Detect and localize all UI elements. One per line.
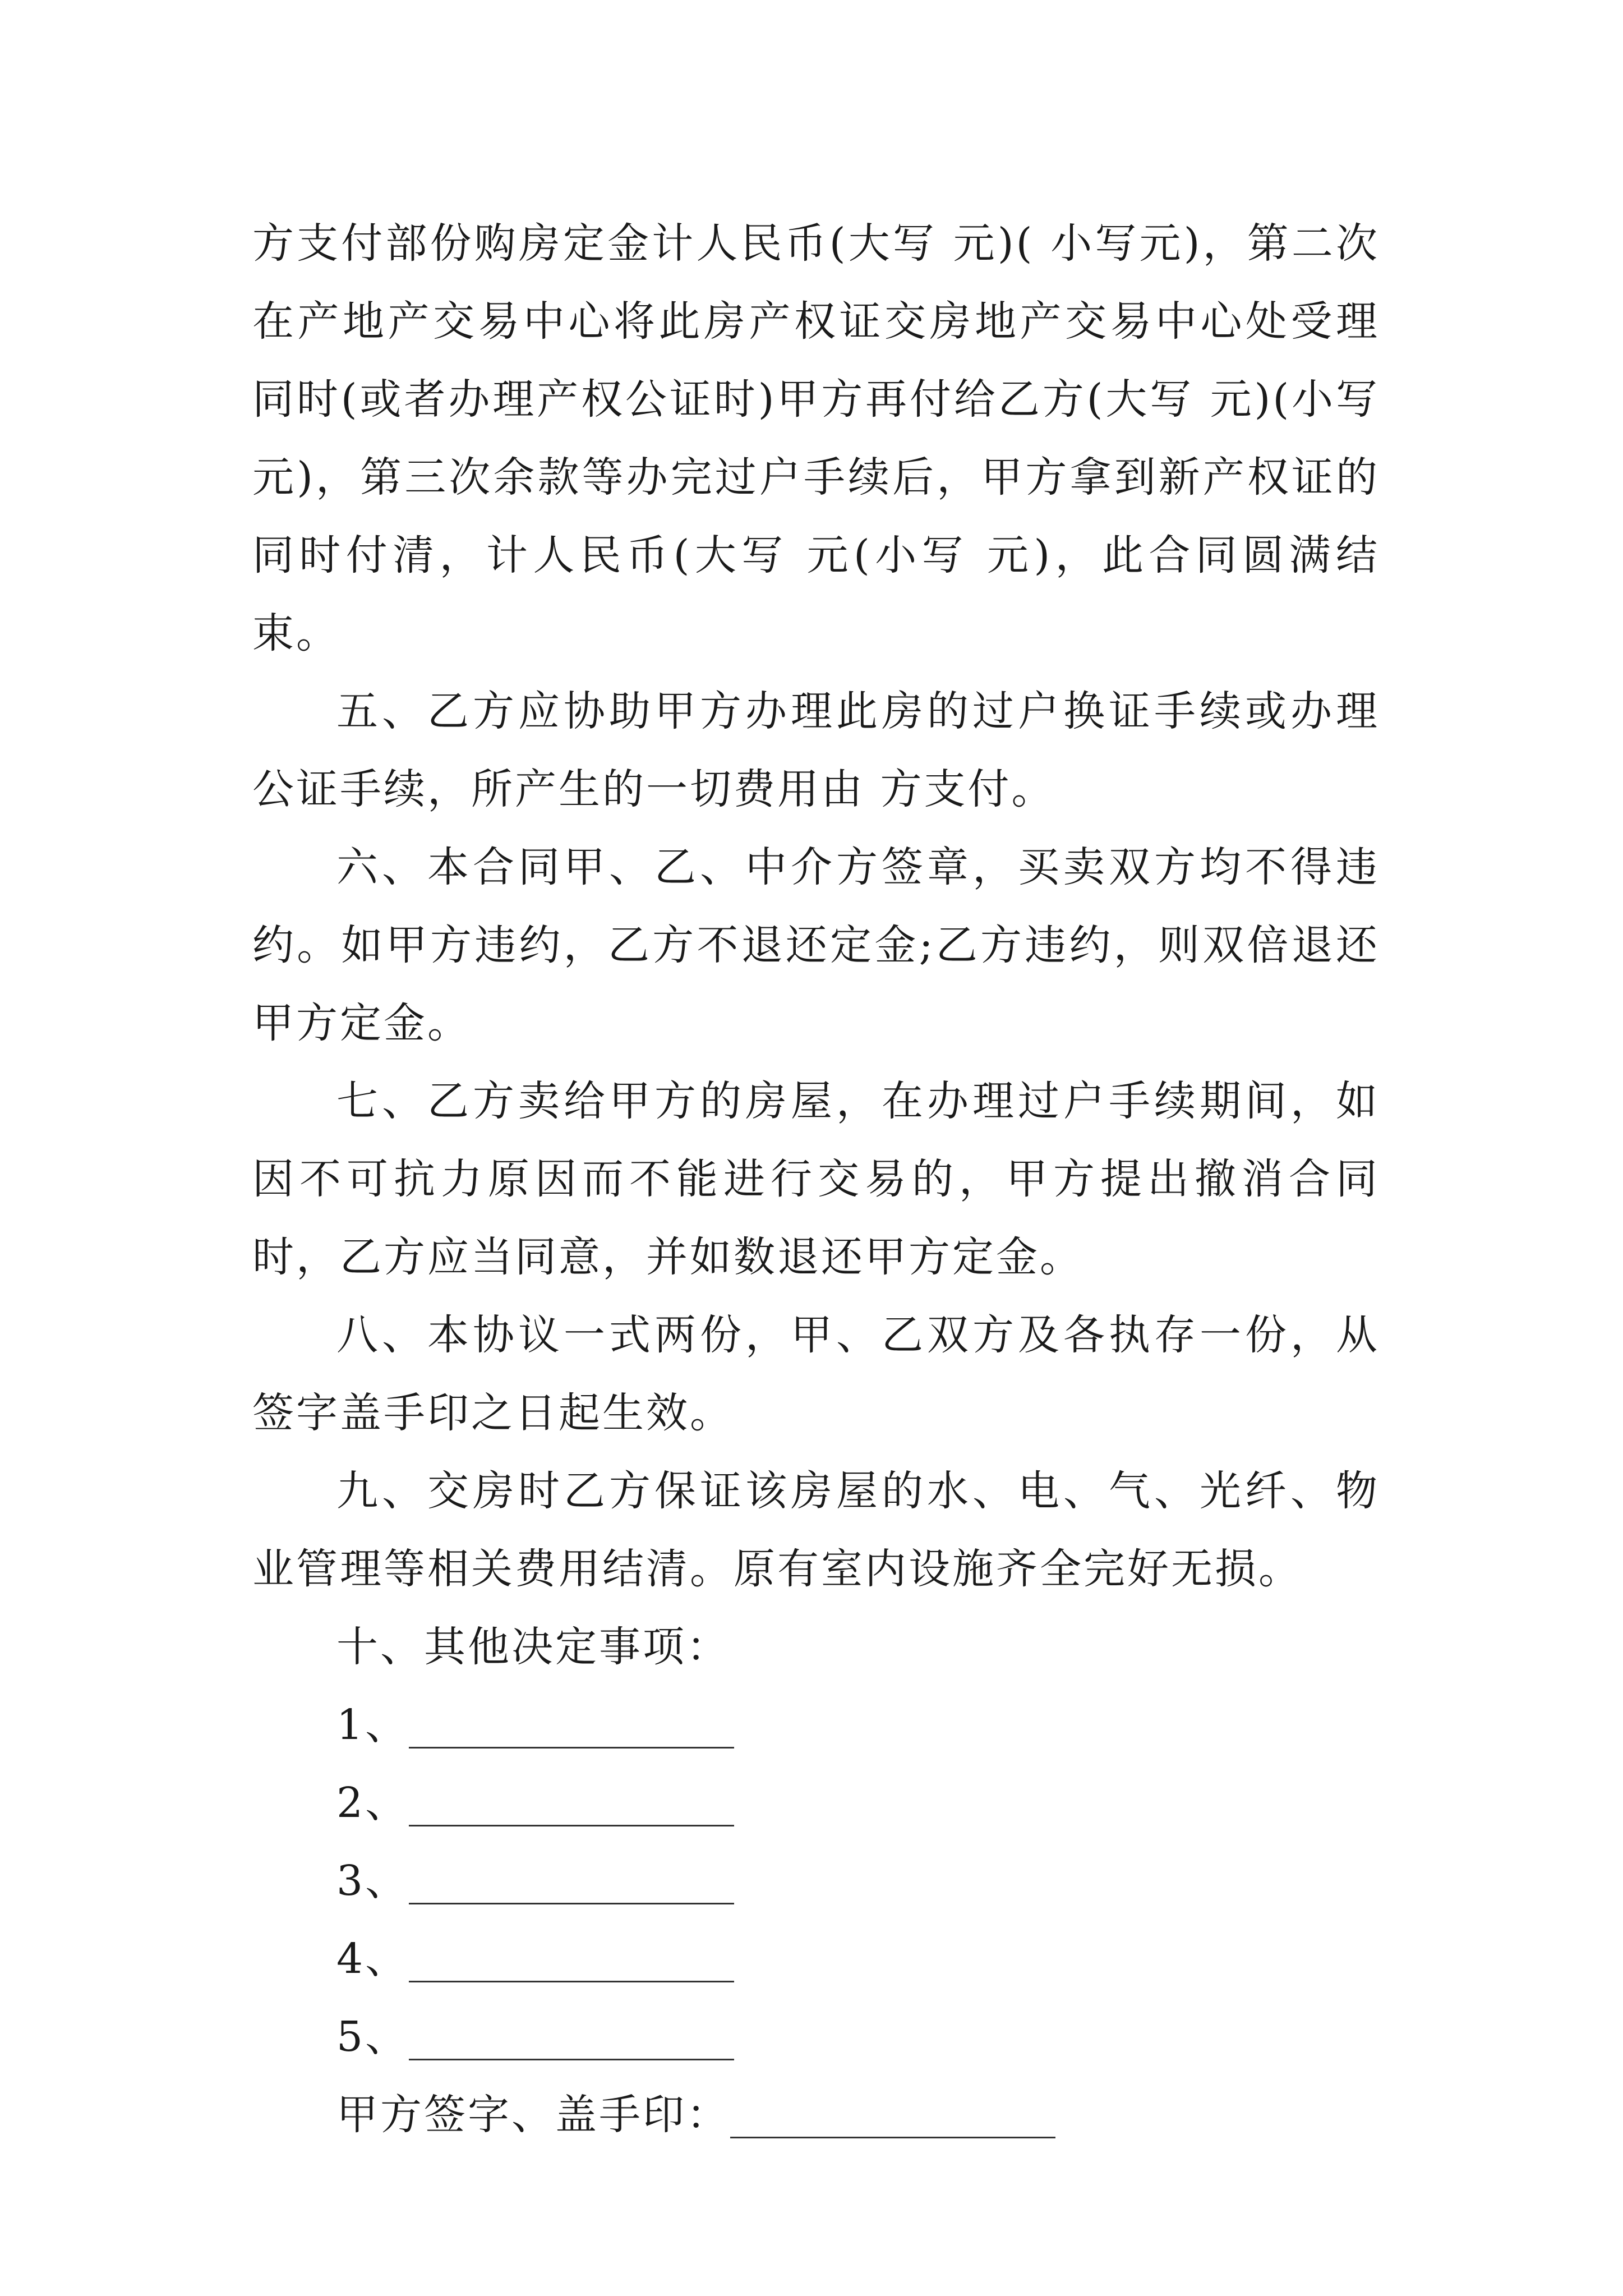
other-item-3 [252,1842,1380,1920]
other-item-2 [252,1764,1380,1842]
other-item-1 [252,1686,1380,1764]
clause-six: 六、本合同甲、乙、中介方签章，买卖双方均不得违约。如甲方违约，乙方不退还定金;乙方违约，则双倍退还甲方定金。 [252,843,1380,1047]
item-number: 1、 [336,1701,409,1749]
clause-five: 五、乙方应协助甲方办理此房的过户换证手续或办理公证手续，所产生的一切费用由 方支付。 [252,687,1380,813]
party-a-signature-row [252,2076,1380,2154]
payment-terms-paragraph: 方支付部份购房定金计人民币(大写 元)( 小写元)，第二次在产地产交易中心将此房产权证交房地产交易中心处受理同时(或者办理产权公证时)甲方再付给乙方(大写 元)(小写元)，第三次余款等办完过户手续后，甲方拿到新产权证的同时付清，计人民币(大写 元(小写 元)，此合同圆满结束。 [252,219,1380,657]
document-body [252,205,1380,2154]
item-number: 2、 [336,1779,409,1827]
signature-label: 甲方签字、盖手印： [336,2091,730,2139]
signature-blank[interactable] [730,2137,1055,2138]
clause-eight: 八、本协议一式两份，甲、乙双方及各执存一份，从签字盖手印之日起生效。 [252,1311,1380,1437]
fill-in-blank[interactable] [409,1825,734,1826]
clause-ten: 十、其他决定事项： [336,1623,730,1671]
other-item-5 [252,1998,1380,2076]
other-item-4 [252,1920,1380,1998]
item-number: 5、 [336,2013,409,2061]
fill-in-blank[interactable] [409,2059,734,2060]
item-number: 4、 [336,1935,409,1983]
fill-in-blank[interactable] [409,1747,734,1749]
clause-seven: 七、乙方卖给甲方的房屋，在办理过户手续期间，如因不可抗力原因而不能进行交易的，甲方提出撤消合同时，乙方应当同意，并如数退还甲方定金。 [252,1077,1380,1281]
item-number: 3、 [336,1857,409,1905]
fill-in-blank[interactable] [409,1981,734,1982]
clause-nine: 九、交房时乙方保证该房屋的水、电、气、光纤、物业管理等相关费用结清。原有室内设施齐全完好无损。 [252,1467,1380,1593]
fill-in-blank[interactable] [409,1903,734,1904]
